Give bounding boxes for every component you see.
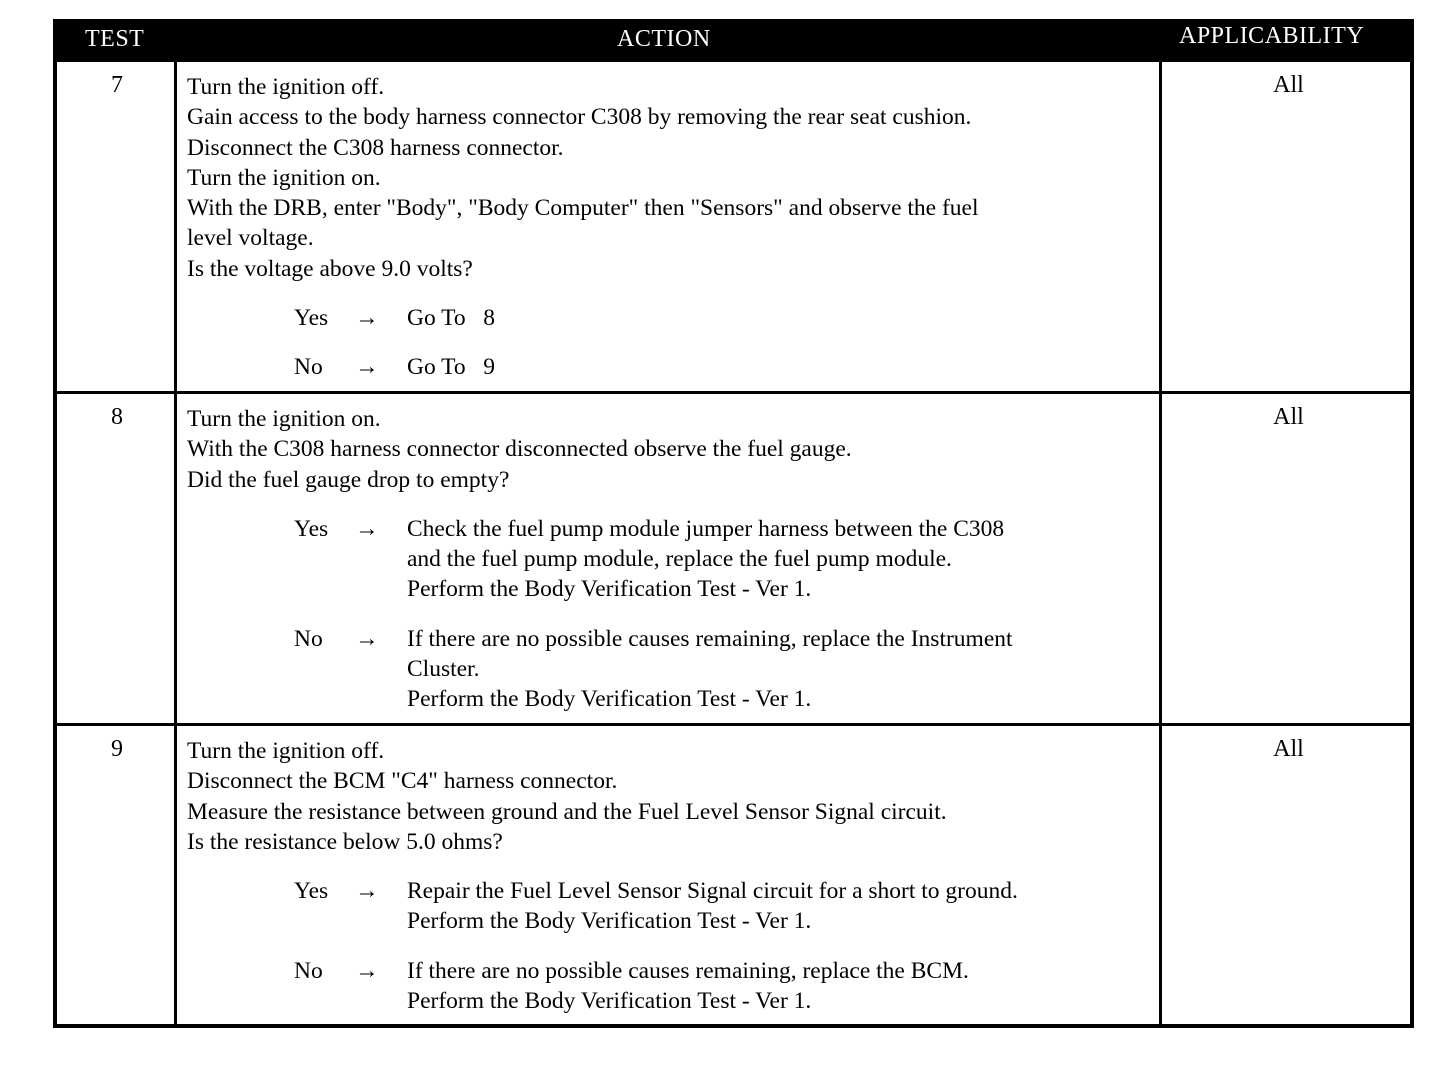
yes-label: Yes — [294, 305, 329, 332]
yes-goto: Go To 8 — [407, 305, 496, 332]
action-line: Measure the resistance between ground and the Fuel Level Sensor Signal circuit. — [187, 798, 947, 825]
applicability-cell: All — [1273, 404, 1304, 430]
action-line: With the C308 harness connector disconnected observe the fuel gauge. — [187, 436, 852, 463]
no-label: No — [294, 625, 323, 652]
table-row — [57, 59, 1410, 391]
yes-branch — [187, 303, 1159, 333]
action-cell — [187, 736, 1159, 1016]
yes-line: Perform the Body Verification Test - Ver 1. — [407, 908, 812, 935]
action-line: Is the voltage above 9.0 volts? — [187, 255, 473, 282]
no-text — [407, 956, 1159, 1017]
yes-line: Check the fuel pump module jumper harness between the C308 — [407, 515, 1005, 542]
diagnostic-table — [53, 19, 1414, 1028]
no-label: No — [294, 957, 323, 984]
action-line: level voltage. — [187, 225, 314, 252]
arrow-icon: → — [355, 625, 379, 652]
yes-branch — [187, 876, 1159, 937]
header-applicability: APPLICABILITY — [1179, 23, 1365, 49]
action-line: Gain access to the body harness connector C308 by removing the rear seat cushion. — [187, 104, 972, 131]
yes-label: Yes — [294, 878, 329, 905]
test-number: 8 — [111, 404, 123, 430]
arrow-icon: → — [355, 305, 379, 332]
table-row — [57, 391, 1410, 723]
header-action: ACTION — [617, 26, 711, 52]
header-test: TEST — [85, 26, 145, 52]
yes-line: Perform the Body Verification Test - Ver 1. — [407, 576, 812, 603]
yes-label: Yes — [294, 515, 329, 542]
arrow-icon: → — [355, 957, 379, 984]
no-branch — [187, 624, 1159, 715]
no-goto: Go To 9 — [407, 354, 496, 381]
yes-text — [407, 514, 1159, 605]
arrow-icon: → — [355, 878, 379, 905]
test-number: 7 — [111, 72, 123, 98]
action-line: Turn the ignition on. — [187, 406, 381, 432]
no-line: If there are no possible causes remaining, replace the BCM. — [407, 957, 969, 984]
action-line: Disconnect the BCM "C4" harness connector. — [187, 768, 618, 795]
yes-line: and the fuel pump module, replace the fuel pump module. — [407, 546, 952, 573]
yes-text — [407, 876, 1159, 937]
action-line: Turn the ignition on. — [187, 164, 381, 191]
arrow-icon: → — [355, 354, 379, 381]
table-row — [57, 723, 1410, 1028]
no-line: If there are no possible causes remaining, replace the Instrument — [407, 625, 1013, 652]
action-cell — [187, 72, 1159, 383]
action-line: Is the resistance below 5.0 ohms? — [187, 828, 503, 855]
no-line: Perform the Body Verification Test - Ver 1. — [407, 686, 812, 713]
yes-line: Repair the Fuel Level Sensor Signal circuit for a short to ground. — [407, 878, 1018, 905]
action-cell — [187, 404, 1159, 715]
action-line: Turn the ignition off. — [187, 74, 385, 100]
yes-branch — [187, 514, 1159, 605]
action-line: Disconnect the C308 harness connector. — [187, 134, 564, 161]
no-line: Perform the Body Verification Test - Ver 1. — [407, 988, 812, 1015]
action-line: Turn the ignition off. — [187, 738, 385, 764]
no-line: Cluster. — [407, 656, 480, 683]
applicability-cell: All — [1273, 736, 1304, 762]
table-header — [57, 19, 1410, 59]
no-text — [407, 624, 1159, 715]
no-branch — [187, 956, 1159, 1017]
arrow-icon: → — [355, 515, 379, 542]
action-line: Did the fuel gauge drop to empty? — [187, 466, 510, 493]
applicability-cell: All — [1273, 72, 1304, 98]
action-line: With the DRB, enter "Body", "Body Computer" then "Sensors" and observe the fuel — [187, 195, 979, 222]
no-label: No — [294, 354, 323, 381]
no-branch — [187, 352, 1159, 382]
test-number: 9 — [111, 736, 123, 762]
